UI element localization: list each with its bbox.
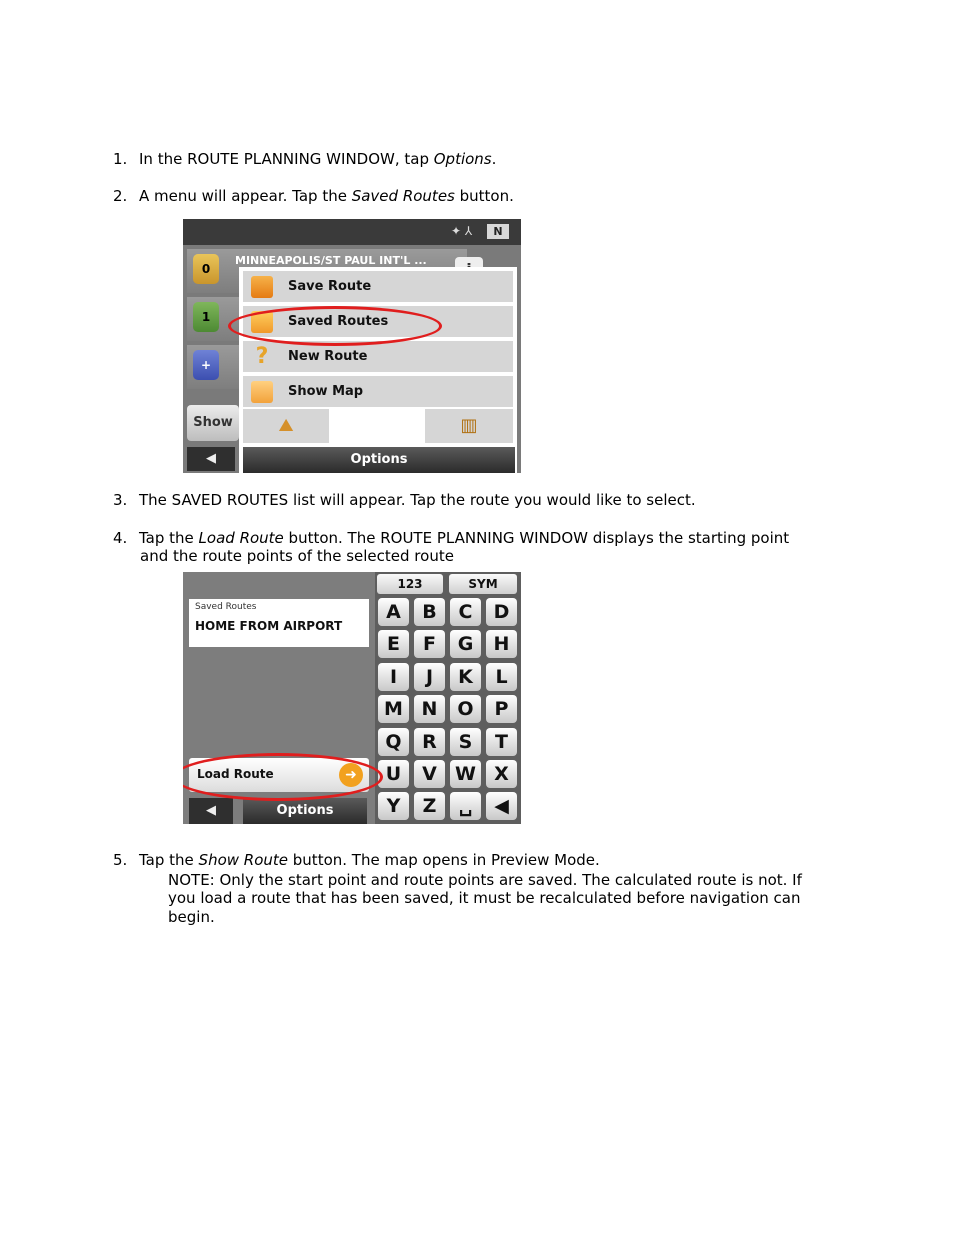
keyboard-key[interactable]: A bbox=[378, 598, 409, 626]
menu-item-show-map[interactable] bbox=[243, 376, 513, 407]
keyboard-key[interactable]: E bbox=[378, 630, 409, 658]
keyboard-key[interactable]: H bbox=[486, 630, 517, 658]
keyboard-key[interactable]: Z bbox=[414, 792, 445, 820]
add-point-badge: + bbox=[193, 350, 219, 380]
show-map-icon bbox=[251, 381, 273, 403]
save-route-icon bbox=[251, 276, 273, 298]
highlight-circle bbox=[183, 753, 383, 801]
navigate-icon[interactable]: ⛰ bbox=[243, 409, 329, 443]
highlight-circle bbox=[228, 306, 442, 346]
step-2: 2. A menu will appear. Tap the Saved Routes button. bbox=[113, 187, 514, 205]
menu-item-label: Saved Routes bbox=[288, 314, 389, 329]
options-button[interactable]: Options bbox=[243, 447, 515, 473]
keyboard-key[interactable]: G bbox=[450, 630, 481, 658]
keyboard-key[interactable]: V bbox=[414, 760, 445, 788]
new-route-icon: ? bbox=[255, 344, 269, 369]
note-line-2: you load a route that has been saved, it must be recalculated before navigation can bbox=[168, 889, 801, 907]
step-4-continued: and the route points of the selected route bbox=[140, 547, 454, 565]
keyboard-key[interactable]: L bbox=[486, 663, 517, 691]
status-bar bbox=[183, 219, 521, 245]
keyboard-key[interactable]: D bbox=[486, 598, 517, 626]
route-point-badge: 1 bbox=[193, 302, 219, 332]
route-point-badge: 0 bbox=[193, 254, 219, 284]
step-5: 5. Tap the Show Route button. The map opens in Preview Mode. bbox=[113, 851, 600, 869]
menu-item-save-route[interactable] bbox=[243, 271, 513, 302]
keyboard-key[interactable]: ◀ bbox=[486, 792, 517, 820]
arrow-right-icon: ➜ bbox=[339, 763, 363, 787]
back-button[interactable]: ◀ bbox=[189, 798, 233, 824]
saved-routes-screenshot bbox=[183, 572, 521, 824]
keyboard-key[interactable]: Y bbox=[378, 792, 409, 820]
note-line-3: begin. bbox=[168, 908, 215, 926]
saved-routes-field[interactable] bbox=[189, 599, 369, 647]
options-menu-screenshot bbox=[183, 219, 521, 473]
symbol-mode-key[interactable]: SYM bbox=[449, 574, 517, 594]
menu-item-new-route[interactable] bbox=[243, 341, 513, 372]
keyboard-key[interactable]: C bbox=[450, 598, 481, 626]
keyboard-key[interactable]: O bbox=[450, 695, 481, 723]
blank-tool bbox=[329, 409, 425, 443]
keyboard-key[interactable]: F bbox=[414, 630, 445, 658]
keyboard-key[interactable]: Q bbox=[378, 728, 409, 756]
options-popup-menu bbox=[239, 267, 517, 473]
north-indicator: N bbox=[487, 224, 509, 239]
options-button[interactable]: Options bbox=[243, 798, 367, 824]
numeric-mode-key[interactable]: 123 bbox=[377, 574, 443, 594]
keyboard-key[interactable]: M bbox=[378, 695, 409, 723]
route-point-label: MINNEAPOLIS/ST PAUL INT'L ... bbox=[235, 254, 427, 267]
book-icon[interactable]: ▥ bbox=[425, 409, 513, 443]
keyboard-key[interactable]: W bbox=[450, 760, 481, 788]
keyboard-key[interactable]: N bbox=[414, 695, 445, 723]
keyboard-key[interactable]: K bbox=[450, 663, 481, 691]
keyboard-key[interactable]: U bbox=[378, 760, 409, 788]
menu-toolbar bbox=[243, 409, 513, 443]
keyboard-key[interactable]: S bbox=[450, 728, 481, 756]
keyboard-key[interactable]: B bbox=[414, 598, 445, 626]
gps-signal-icon: ✦ ⅄ bbox=[451, 224, 473, 238]
keyboard-key[interactable]: T bbox=[486, 728, 517, 756]
field-label: Saved Routes bbox=[195, 602, 257, 612]
keyboard-key[interactable]: ␣ bbox=[450, 792, 481, 820]
step-3: 3. The SAVED ROUTES list will appear. Tap the route you would like to select. bbox=[113, 491, 696, 509]
menu-item-label: Show Map bbox=[288, 384, 364, 399]
show-button[interactable]: Show bbox=[187, 405, 239, 441]
step-4: 4. Tap the Load Route button. The ROUTE PLANNING WINDOW displays the starting point bbox=[113, 529, 790, 547]
field-value: HOME FROM AIRPORT bbox=[195, 619, 343, 633]
menu-item-label: New Route bbox=[288, 349, 368, 364]
keyboard-key[interactable]: P bbox=[486, 695, 517, 723]
note-line-1: NOTE: Only the start point and route points are saved. The calculated route is not. If bbox=[168, 871, 802, 889]
menu-item-label: Save Route bbox=[288, 279, 372, 294]
keyboard-key[interactable]: J bbox=[414, 663, 445, 691]
back-button[interactable]: ◀ bbox=[187, 447, 235, 471]
keyboard-key[interactable]: X bbox=[486, 760, 517, 788]
step-1: 1. In the ROUTE PLANNING WINDOW, tap Options. bbox=[113, 150, 497, 168]
keyboard-key[interactable]: I bbox=[378, 663, 409, 691]
keyboard-key[interactable]: R bbox=[414, 728, 445, 756]
load-route-label: Load Route bbox=[197, 767, 274, 781]
keyboard bbox=[375, 572, 521, 824]
